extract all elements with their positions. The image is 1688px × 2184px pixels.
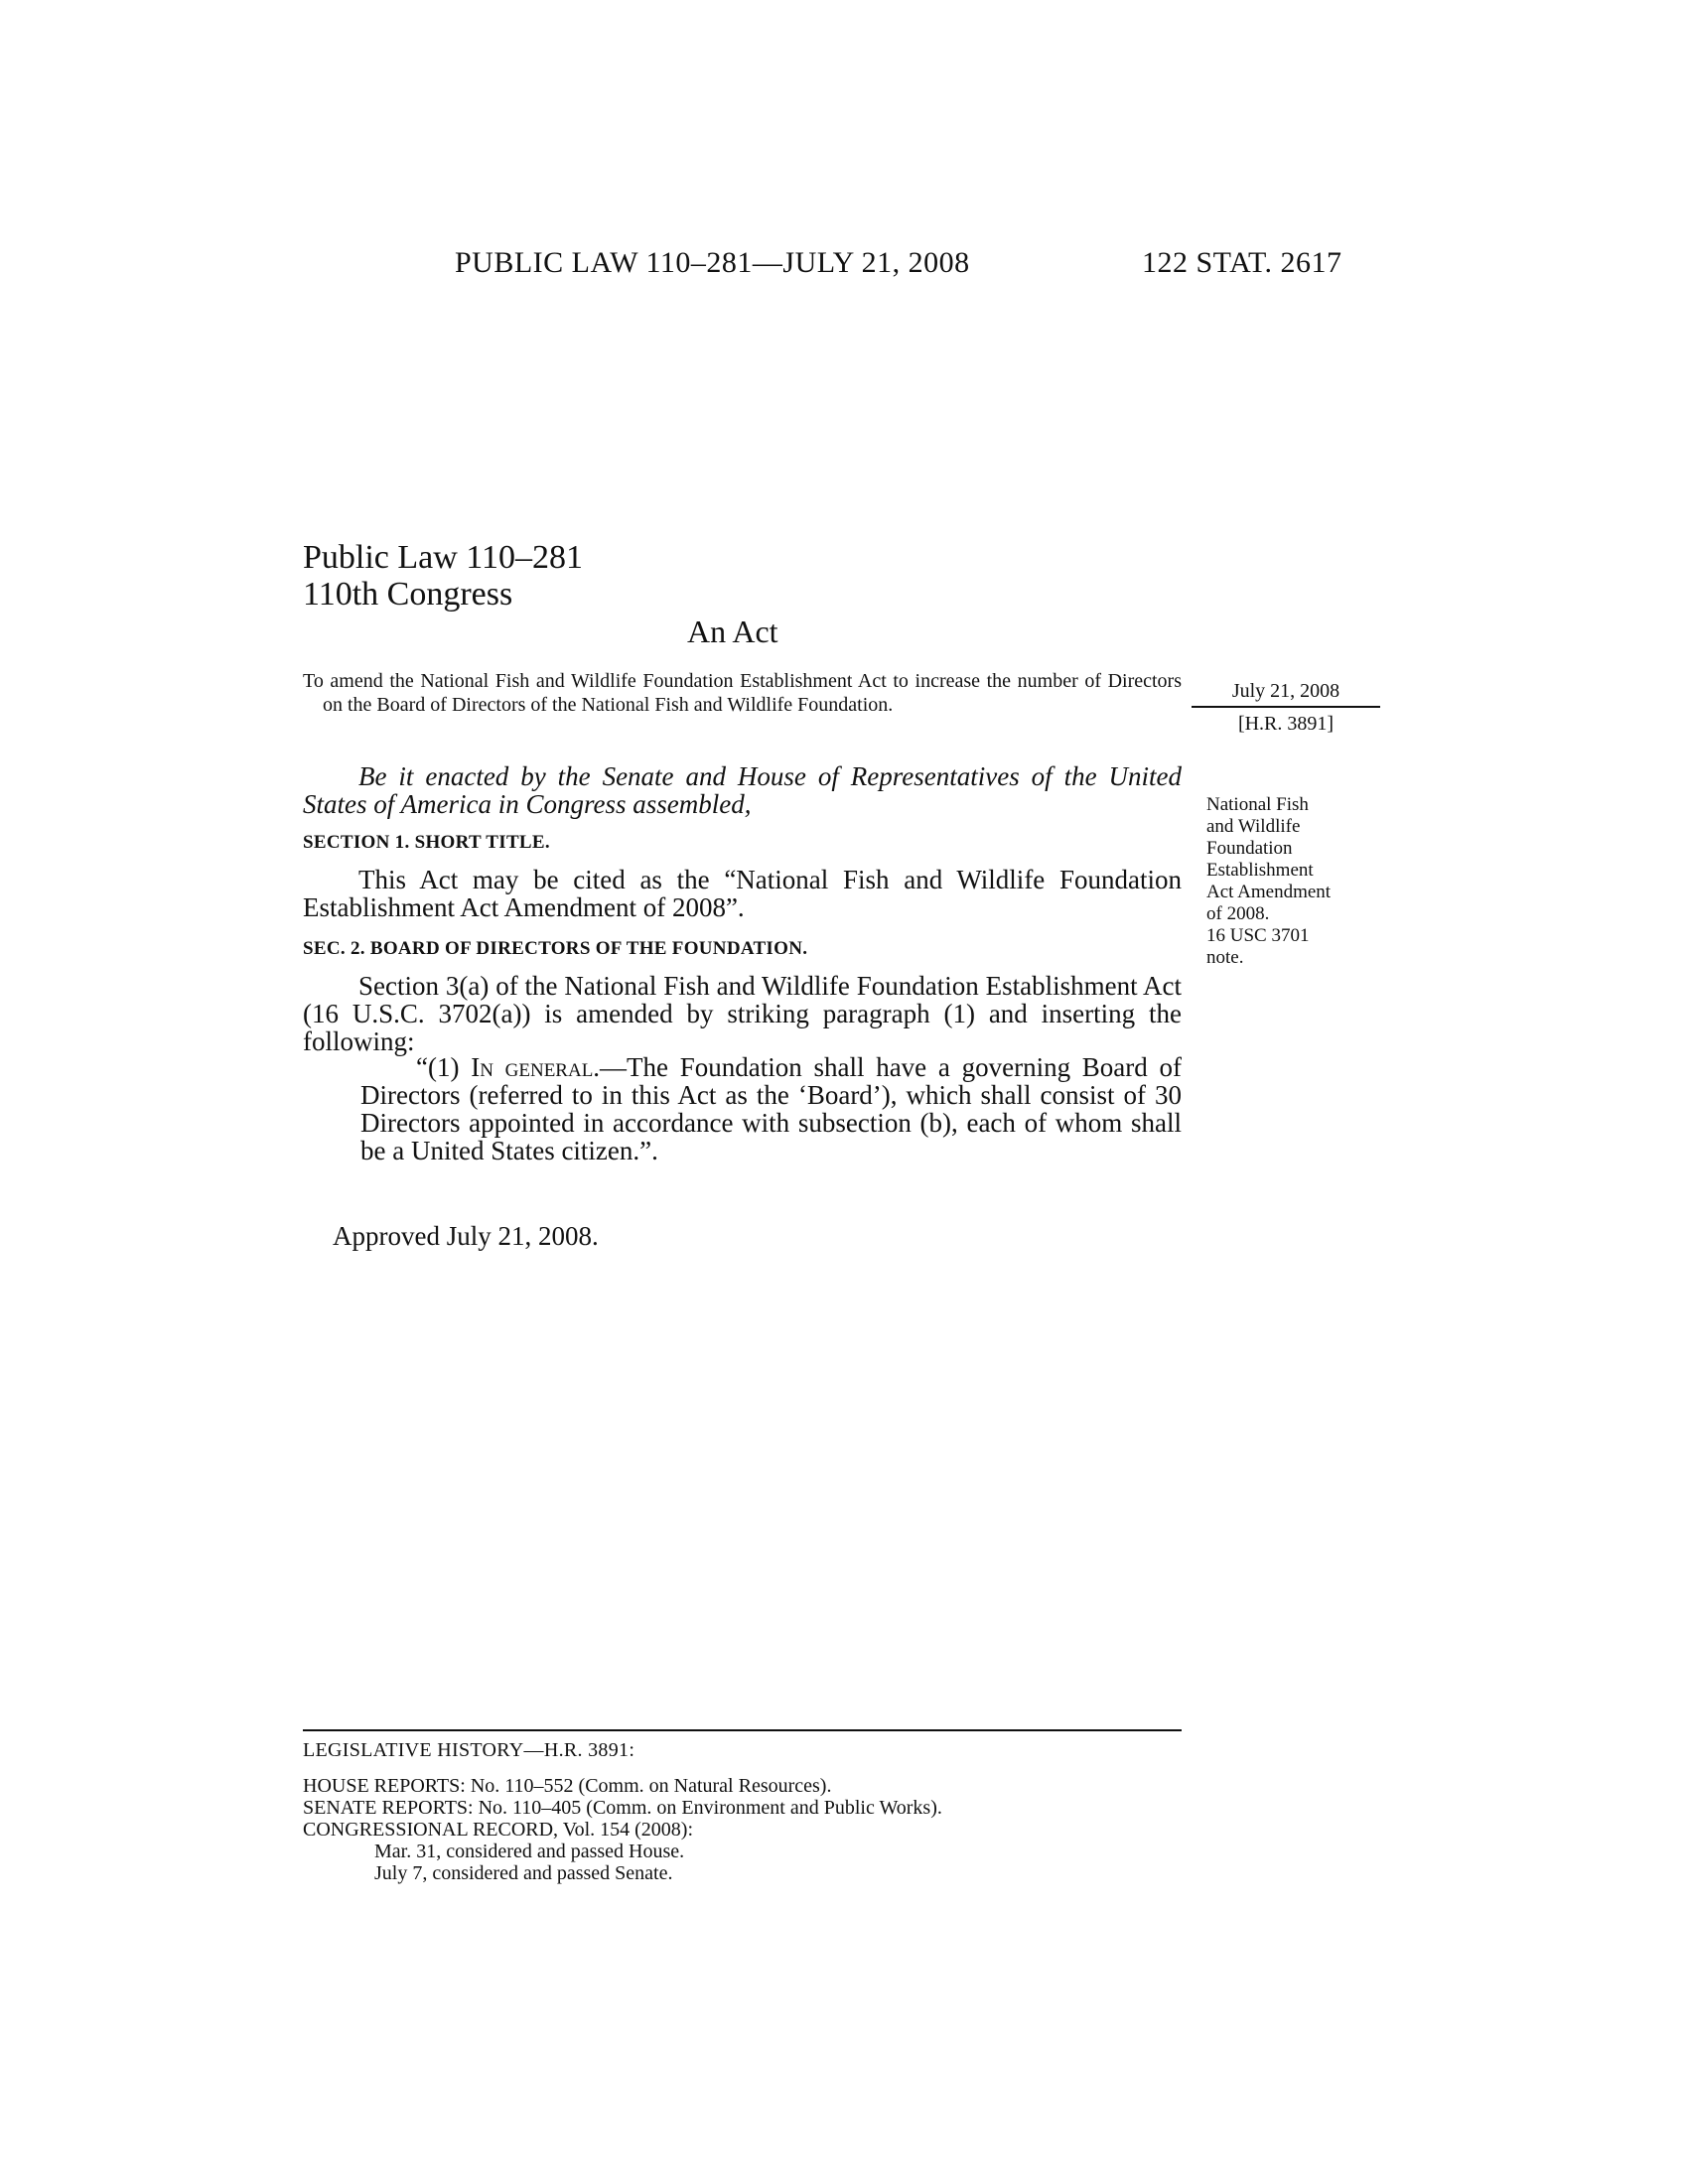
senate-action: July 7, considered and passed Senate. — [374, 1862, 673, 1884]
margin-note-line: 16 USC 3701 — [1206, 925, 1310, 946]
house-action: Mar. 31, considered and passed House. — [374, 1841, 685, 1862]
margin-note-line: Establishment — [1206, 860, 1314, 881]
running-title: PUBLIC LAW 110–281—JULY 21, 2008 — [455, 246, 970, 279]
margin-note-line: Act Amendment — [1206, 882, 1332, 902]
act-purpose: To amend the National Fish and Wildlife Foundation Establishment Act to increase the number of Directors on the Board of Directors of the National Fish and Wildlife Foundation. — [303, 670, 1182, 716]
footer-divider — [303, 1729, 1182, 1731]
an-act-heading: An Act — [687, 614, 778, 649]
margin-note-line: note. — [1206, 947, 1244, 968]
sidebar-bill-number: [H.R. 3891] — [1237, 713, 1335, 735]
congressional-record: CONGRESSIONAL RECORD, Vol. 154 (2008): — [303, 1819, 693, 1841]
quoted-paragraph — [360, 1053, 1182, 1164]
margin-note — [1206, 794, 1395, 969]
quote-prefix: “(1) — [416, 1052, 472, 1082]
margin-note-line: Foundation — [1206, 838, 1293, 859]
sidebar-date: July 21, 2008 — [1192, 680, 1380, 708]
enacting-clause: Be it enacted by the Senate and House of Representatives of the United States of America in Congress assembled, — [303, 761, 1182, 819]
quote-subheading: In general — [471, 1052, 594, 1082]
margin-note-line: and Wildlife — [1206, 816, 1301, 837]
legislative-history-heading: LEGISLATIVE HISTORY—H.R. 3891: — [303, 1739, 635, 1761]
quote-text: .—The Foundation shall have a governing Board of Directors (referred to in this Act as the ‘Board’), which shall consist of 30 Directors appointed in accordance with subsection (b), each of whom shall be a United States citizen.”. — [360, 1052, 1182, 1165]
section-2-text: Section 3(a) of the National Fish and Wildlife Foundation Establishment Act (16 U.S.C. 3702(a)) is amended by striking paragraph (1) and inserting the following: — [303, 971, 1182, 1056]
senate-reports: SENATE REPORTS: No. 110–405 (Comm. on Environment and Public Works). — [303, 1797, 942, 1819]
approval-date: Approved July 21, 2008. — [333, 1221, 599, 1251]
legislative-history — [303, 1775, 942, 1884]
stat-reference: 122 STAT. 2617 — [1142, 246, 1342, 279]
house-reports: HOUSE REPORTS: No. 110–552 (Comm. on Natural Resources). — [303, 1775, 832, 1797]
section-2-heading: SEC. 2. BOARD OF DIRECTORS OF THE FOUNDATION. — [303, 938, 808, 959]
margin-note-line: of 2008. — [1206, 903, 1270, 924]
margin-note-line: National Fish — [1206, 794, 1309, 815]
congress-number: 110th Congress — [303, 576, 513, 613]
section-1-heading: SECTION 1. SHORT TITLE. — [303, 832, 550, 853]
public-law-number: Public Law 110–281 — [303, 539, 584, 576]
section-1-text: This Act may be cited as the “National Fish and Wildlife Foundation Establishment Act Amendment of 2008”. — [303, 865, 1182, 922]
